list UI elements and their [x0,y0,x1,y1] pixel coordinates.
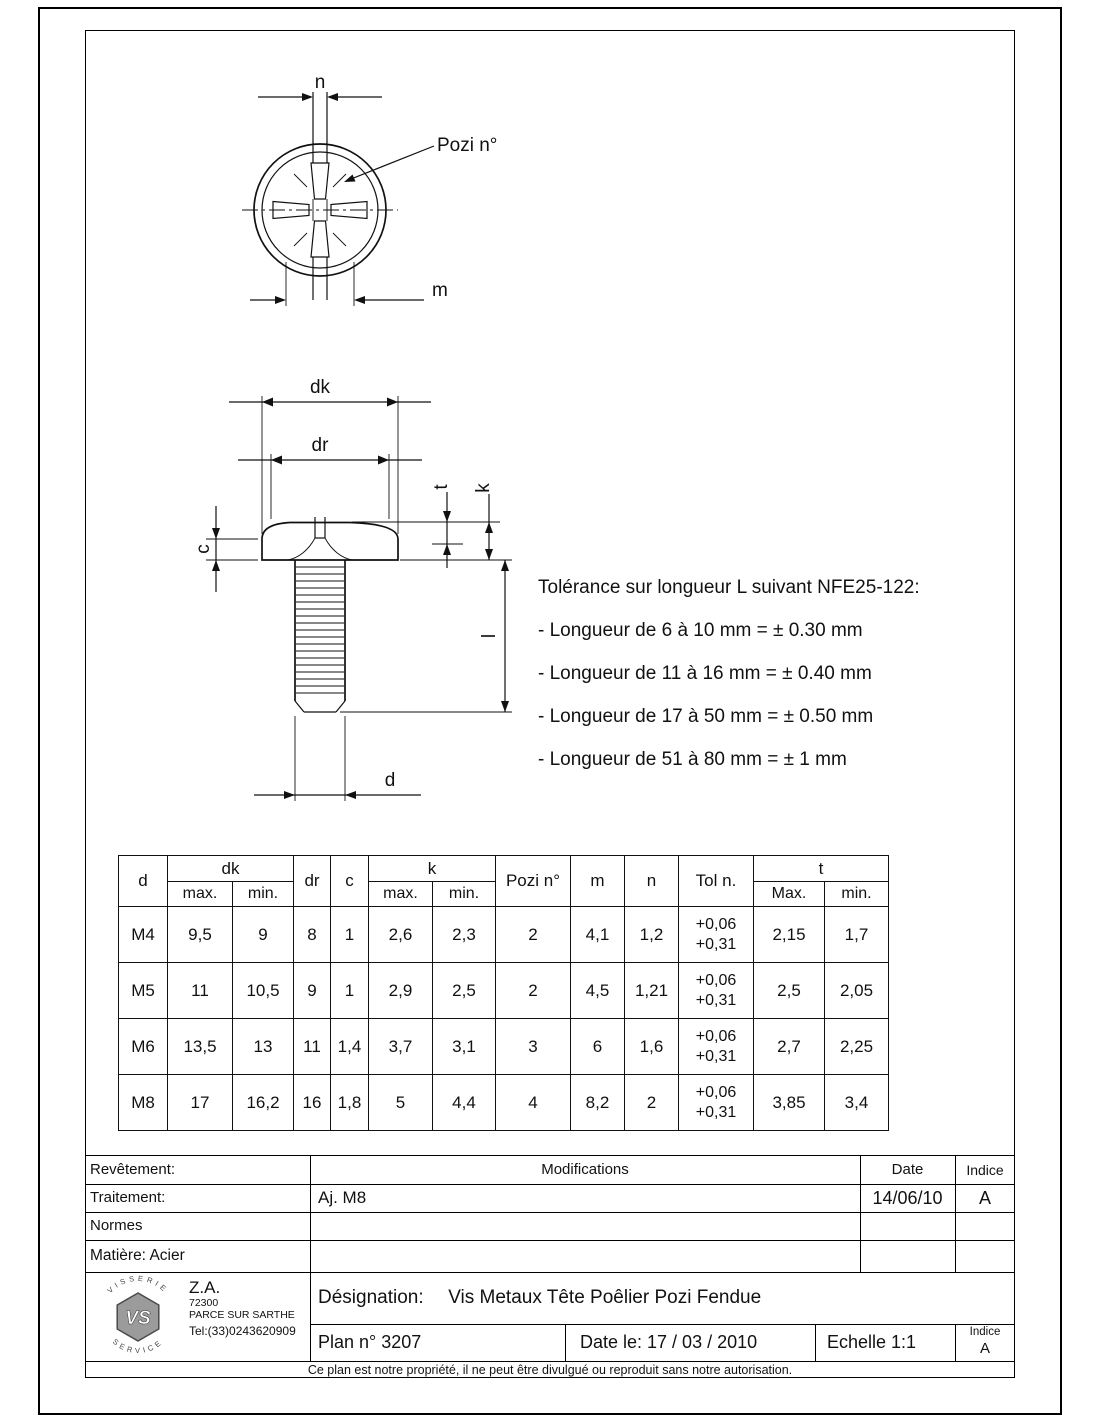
side-view [193,377,512,801]
date-value: 14/06/10 [872,1188,943,1208]
col-header-dk: dk [168,856,294,882]
tolerance-line: - Longueur de 17 à 50 mm = ± 0.50 mm [538,706,874,727]
table-cell: 16,2 [233,1075,294,1131]
tolerance-upper: +0,06 [695,972,737,990]
indice-header: Indice [966,1162,1004,1178]
table-cell: 2,3 [433,907,496,963]
tolerance-upper: +0,06 [695,1084,737,1102]
table-cell: 2,5 [754,963,825,1019]
dimension-label-n: n [314,72,326,93]
field-traitement: Traitement: [90,1189,166,1206]
logo-initials: VS [125,1308,151,1329]
table-cell: M6 [119,1019,168,1075]
dimension-label-m: m [432,280,448,301]
dimension-table [118,855,889,1131]
col-header-t: t [754,856,889,882]
tolerance-notes [538,577,1008,771]
table-cell: 3,7 [369,1019,433,1075]
table-cell: 10,5 [233,963,294,1019]
tolerance-upper: +0,06 [695,916,737,934]
pozi-callout [344,135,497,182]
company-city: PARCE SUR SARTHE [189,1309,295,1321]
table-cell: 8,2 [571,1075,625,1131]
table-row [119,907,889,963]
table-cell: 9,5 [168,907,233,963]
col-subheader-dk-max: max. [168,882,233,907]
table-cell: 4,4 [433,1075,496,1131]
table-row [119,1075,889,1131]
table-cell: 3,4 [825,1075,889,1131]
table-cell: 11 [294,1019,331,1075]
company-za: Z.A. [189,1278,221,1297]
plan-number: Plan n° 3207 [318,1332,422,1352]
dimension-label-c: c [193,544,214,554]
table-cell: M4 [119,907,168,963]
pozi-callout-label: Pozi n° [437,135,498,156]
dimension-n [258,72,382,101]
indice-value: A [978,1188,991,1208]
col-subheader-t-max: Max. [754,882,825,907]
tolerance-line: - Longueur de 51 à 80 mm = ± 1 mm [538,749,847,770]
table-cell: 17 [168,1075,233,1131]
indice-value-bottom: A [979,1340,990,1357]
date-header: Date [891,1161,924,1178]
table-cell: 1,2 [625,907,679,963]
table-cell: 8 [294,907,331,963]
table-cell: 2,15 [754,907,825,963]
dimension-label-l: l [479,633,500,639]
indice-label-bottom: Indice [969,1326,1001,1338]
screw-head [262,523,398,561]
table-cell: 2,9 [369,963,433,1019]
company-logo [91,1274,201,1360]
designation-row [318,1272,761,1324]
tolerance-title: Tolérance sur longueur L suivant NFE25-122: [538,577,920,598]
modification-entry: Aj. M8 [318,1188,367,1207]
dimension-t [352,484,500,568]
dimension-k [400,483,512,560]
tolerance-lower: +0,31 [695,1047,737,1065]
table-cell: 4 [496,1075,571,1131]
table-cell: 9 [294,963,331,1019]
dimension-l [340,560,512,712]
table-cell: 1,21 [625,963,679,1019]
col-header-tol: Tol n. [679,856,754,907]
table-cell: 1 [331,907,369,963]
table-cell: 1,8 [331,1075,369,1131]
tolerance-lower: +0,31 [695,991,737,1009]
col-subheader-t-min: min. [825,882,889,907]
col-header-n: n [625,856,679,907]
col-header-pozi: Pozi n° [496,856,571,907]
col-subheader-k-max: max. [369,882,433,907]
table-cell-tolerance [679,1019,754,1075]
property-notice: Ce plan est notre propriété, il ne peut être divulgué ou reproduit sans notre autorisation. [307,1363,793,1377]
table-cell: 13 [233,1019,294,1075]
dimension-label-k: k [473,483,494,493]
modifications-header: Modifications [541,1161,629,1178]
dimension-label-dr: dr [311,435,329,456]
table-cell: 1 [331,963,369,1019]
company-tel: Tel:(33)0243620909 [189,1324,296,1338]
dimension-c [193,506,258,592]
table-cell: 3,1 [433,1019,496,1075]
table-cell: 4,5 [571,963,625,1019]
table-cell-tolerance [679,1075,754,1131]
title-block [85,1155,1015,1378]
designation-value: Vis Metaux Tête Poêlier Pozi Fendue [448,1287,762,1308]
table-header-row [119,856,889,882]
table-cell: 2 [496,907,571,963]
col-header-m: m [571,856,625,907]
table-cell: 2 [496,963,571,1019]
tolerance-lower: +0,31 [695,935,737,953]
table-cell-tolerance [679,963,754,1019]
slot-lines [313,92,327,300]
table-cell: 1,4 [331,1019,369,1075]
table-cell: 5 [369,1075,433,1131]
table-cell-tolerance [679,907,754,963]
col-subheader-k-min: min. [433,882,496,907]
col-header-k: k [369,856,496,882]
top-view [242,72,497,306]
table-cell: 1,6 [625,1019,679,1075]
logo-arc-top: VISSERIE [105,1274,171,1296]
table-row [119,1019,889,1075]
tolerance-line: - Longueur de 6 à 10 mm = ± 0.30 mm [538,620,863,641]
col-subheader-dk-min: min. [233,882,294,907]
dimension-label-t: t [431,484,452,490]
field-normes: Normes [90,1217,143,1234]
company-address [189,1278,296,1338]
col-header-d: d [119,856,168,907]
table-cell: 1,7 [825,907,889,963]
plan-scale: Echelle 1:1 [827,1332,917,1352]
table-cell: 13,5 [168,1019,233,1075]
table-cell: 2 [625,1075,679,1131]
table-cell: 3 [496,1019,571,1075]
table-cell: 2,05 [825,963,889,1019]
table-cell: 9 [233,907,294,963]
screw-thread [295,560,345,712]
dimension-dr [238,435,422,519]
table-cell: M8 [119,1075,168,1131]
col-header-c: c [331,856,369,907]
field-matiere: Matière: Acier [90,1247,185,1264]
table-cell: 4,1 [571,907,625,963]
logo-arc-bottom: SERVICE [110,1336,166,1356]
dimension-dk [229,377,431,534]
plan-date: Date le: 17 / 03 / 2010 [580,1332,758,1352]
table-cell: M5 [119,963,168,1019]
tolerance-upper: +0,06 [695,1028,737,1046]
tolerance-line: - Longueur de 11 à 16 mm = ± 0.40 mm [538,663,872,684]
table-cell: 11 [168,963,233,1019]
dimension-d [254,716,421,801]
table-cell: 2,7 [754,1019,825,1075]
table-cell: 3,85 [754,1075,825,1131]
table-cell: 2,6 [369,907,433,963]
table-cell: 2,5 [433,963,496,1019]
table-cell: 6 [571,1019,625,1075]
table-row [119,963,889,1019]
table-cell: 16 [294,1075,331,1131]
head-slot [288,517,352,560]
field-revetement: Revêtement: [90,1161,176,1178]
dimension-label-d: d [384,770,396,791]
company-zip: 72300 [189,1297,219,1309]
dimension-label-dk: dk [309,377,331,398]
col-header-dr: dr [294,856,331,907]
table-cell: 2,25 [825,1019,889,1075]
designation-label: Désignation: [318,1287,424,1308]
tolerance-lower: +0,31 [695,1103,737,1121]
